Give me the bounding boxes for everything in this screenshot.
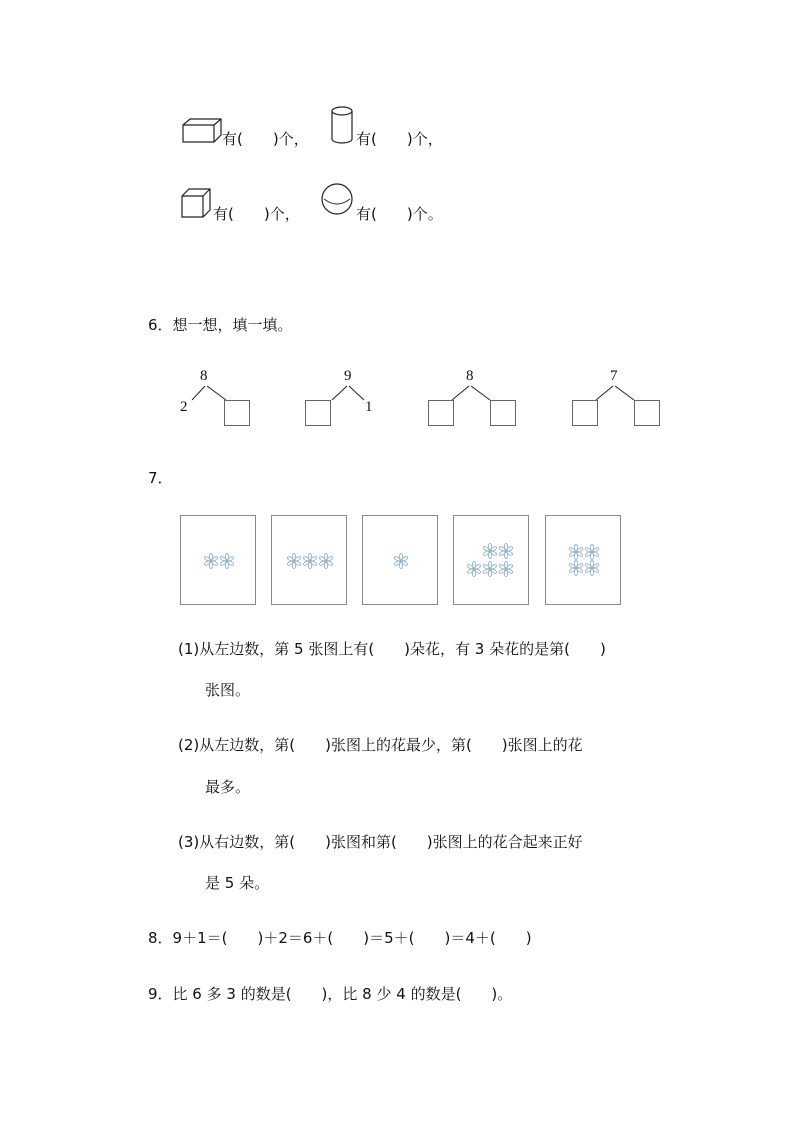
snowflake-flower-icon <box>318 553 334 573</box>
tree-left-number: 2 <box>180 399 188 415</box>
snowflake-flower-icon <box>584 560 600 580</box>
flower-card-5 <box>545 515 621 605</box>
q7-item-2-line2: 最多。 <box>205 778 251 796</box>
tree-top-number: 8 <box>200 368 208 384</box>
cuboid-icon <box>182 118 222 144</box>
q6-prompt: 6．想一想，填一填。 <box>148 316 293 334</box>
snowflake-flower-icon <box>302 553 318 573</box>
sphere-count-text: 有( )个。 <box>356 205 443 223</box>
snowflake-flower-icon <box>203 553 219 573</box>
snowflake-flower-icon <box>466 561 482 581</box>
tree-right-number: 1 <box>365 399 373 415</box>
q7-prompt: 7． <box>148 469 173 487</box>
flower-card-4 <box>453 515 529 605</box>
q8-text: 8．9＋1＝( )＋2＝6＋( )＝5＋( )＝4＋( ) <box>148 929 532 947</box>
q7-item-2-line1: (2)从左边数，第( )张图上的花最少，第( )张图上的花 <box>178 736 583 754</box>
answer-box[interactable] <box>224 400 250 426</box>
q7-item-3-line2: 是 5 朵。 <box>205 874 270 892</box>
flower-card-3 <box>362 515 438 605</box>
q7-item-1-line2: 张图。 <box>205 681 251 699</box>
answer-box[interactable] <box>490 400 516 426</box>
q7-item-3-line1: (3)从右边数，第( )张图和第( )张图上的花合起来正好 <box>178 833 583 851</box>
flower-card-1 <box>180 515 256 605</box>
snowflake-flower-icon <box>498 543 514 563</box>
q9-text: 9．比 6 多 3 的数是( )，比 8 少 4 的数是( )。 <box>148 985 513 1003</box>
cube-icon <box>181 188 213 218</box>
answer-box[interactable] <box>572 400 598 426</box>
snowflake-flower-icon <box>219 553 235 573</box>
tree-top-number: 9 <box>344 368 352 384</box>
answer-box[interactable] <box>428 400 454 426</box>
sphere-icon <box>318 182 356 216</box>
answer-box[interactable] <box>634 400 660 426</box>
cube-count-text: 有( )个， <box>213 205 300 223</box>
snowflake-flower-icon <box>482 543 498 563</box>
snowflake-flower-icon <box>568 560 584 580</box>
snowflake-flower-icon <box>286 553 302 573</box>
snowflake-flower-icon <box>498 561 514 581</box>
snowflake-flower-icon <box>393 553 409 573</box>
flower-card-2 <box>271 515 347 605</box>
answer-box[interactable] <box>305 400 331 426</box>
snowflake-flower-icon <box>482 561 498 581</box>
cylinder-icon <box>330 105 354 145</box>
cuboid-count-text: 有( )个， <box>222 130 309 148</box>
tree-top-number: 7 <box>610 368 618 384</box>
q7-item-1-line1: (1)从左边数，第 5 张图上有( )朵花，有 3 朵花的是第( ) <box>178 640 606 658</box>
tree-top-number: 8 <box>466 368 474 384</box>
cylinder-count-text: 有( )个， <box>356 130 443 148</box>
